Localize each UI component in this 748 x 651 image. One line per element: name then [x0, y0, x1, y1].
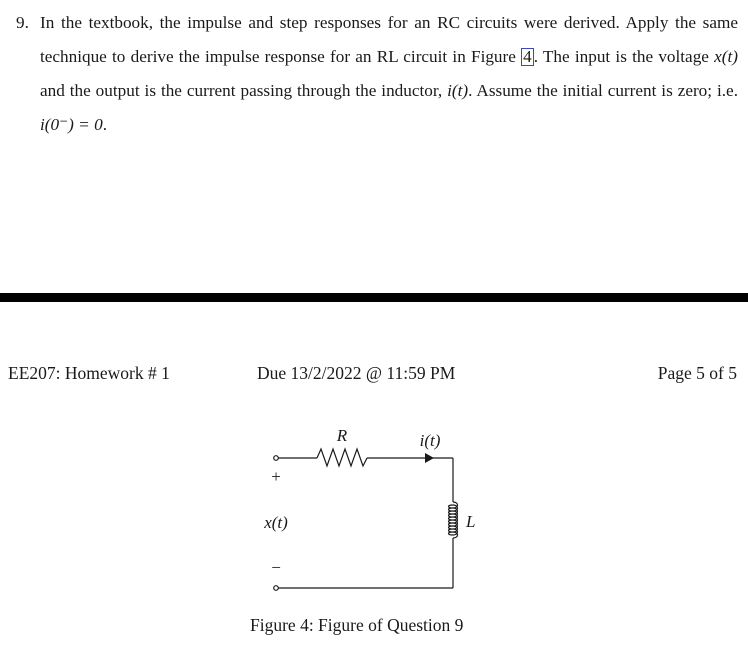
figure-reference-link[interactable]: 4	[523, 47, 532, 66]
footer-page-number: Page 5 of 5	[657, 363, 737, 383]
math-output-current: i(t)	[447, 81, 469, 100]
input-terminal-top	[274, 456, 279, 461]
question-text-1: In the textbook, the impulse and step responses for an RC circuits were derived. Apply the same technique to derive the impulse response for an RL circuit in Figure	[40, 13, 738, 66]
question-text-2: . The input is the voltage	[533, 47, 715, 66]
input-voltage-label: x(t)	[264, 513, 288, 532]
footer-due-date: Due 13/2/2022 @ 11:59 PM	[257, 363, 456, 383]
question-text-5: .	[102, 115, 107, 134]
inductor-label: L	[466, 512, 476, 531]
resistor-symbol	[317, 449, 367, 466]
plus-sign: +	[271, 467, 281, 486]
minus-sign: −	[271, 558, 281, 577]
question-text-3: and the output is the current passing through the inductor,	[40, 81, 448, 100]
math-input-voltage: x(t)	[714, 47, 738, 66]
input-terminal-bottom	[274, 586, 279, 591]
figure-caption: Figure 4: Figure of Question 9	[250, 615, 464, 635]
footer-course: EE207: Homework # 1	[8, 363, 170, 383]
math-initial-condition: i(0⁻) = 0	[40, 115, 103, 134]
inductor-symbol	[449, 502, 458, 538]
current-arrow-icon	[425, 453, 434, 463]
current-label: i(t)	[419, 431, 441, 450]
question-number: 9.	[16, 13, 29, 32]
resistor-label: R	[336, 426, 348, 445]
question-text-4: . Assume the initial current is zero; i.e.	[468, 81, 738, 100]
